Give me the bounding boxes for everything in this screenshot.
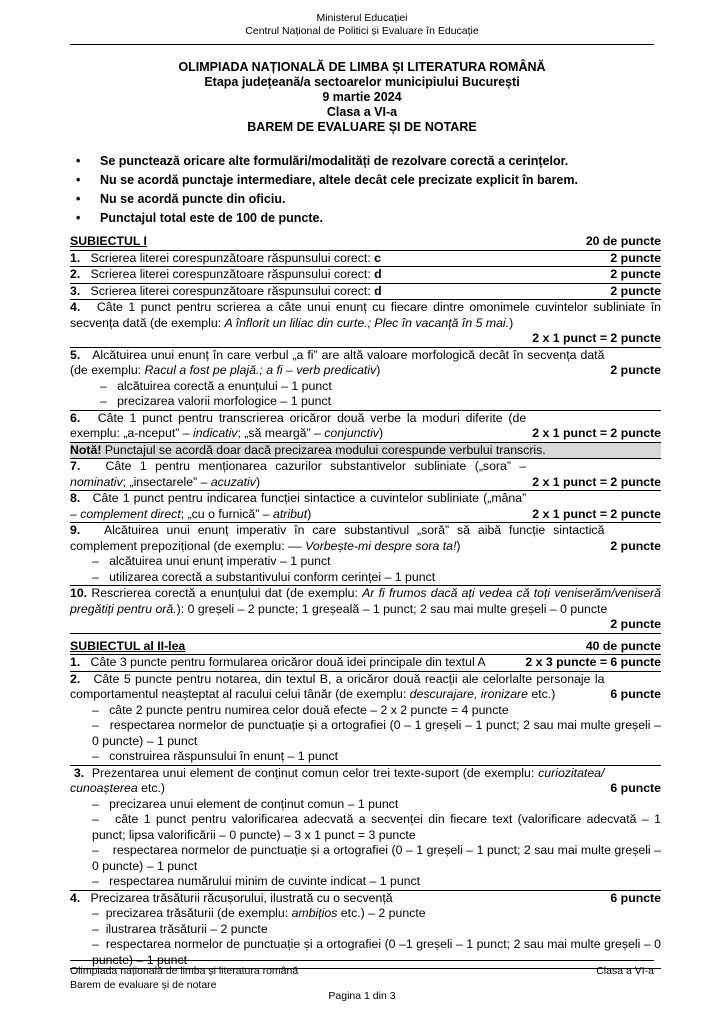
- item-points: 2 x 1 punct = 2 puncte: [532, 331, 661, 345]
- item-points: 6 puncte: [610, 687, 661, 701]
- rule-item: • Punctajul total este de 100 de puncte.: [70, 209, 670, 228]
- section-1-title: SUBIECTUL I: [70, 234, 147, 248]
- ministry-name: Ministerul Educației: [316, 12, 408, 24]
- item-points: 2 puncte: [610, 267, 661, 281]
- section-2-points: 40 de puncte: [585, 638, 661, 653]
- s2-item-2: 2. Câte 5 puncte pentru notarea, din textul B, a oricăror două reacții ale celorlalte personaje la comportamentul neașteptat al racului celui tânăr (de exemplu: descurajare, ironizare etc.) 6 puncte – câte 2 puncte pentru numirea celor două efecte – 2 x 2 puncte = 4 puncte – respectarea normelor de punctuație și a ortografiei (0 – 1 greșeli – 1 punct; 2 sau mai multe greșeli – 0 puncte) – 1 punct – construirea răspunsului în enunț – 1 punct: [70, 672, 661, 766]
- rule-item: • Se punctează oricare alte formulări/modalități de rezolvare corectă a cerințelor.: [70, 152, 670, 171]
- s1-item-6: 6. Câte 1 punct pentru transcrierea oricăror două verbe la moduri diferite (de exemplu: „a-nceput” – indicativ; „să meargă” – conjunctiv) 2 x 1 punct = 2 puncte: [70, 411, 661, 443]
- rule-item: • Nu se acordă puncte din oficiu.: [70, 190, 670, 209]
- s1-item-8: 8. Câte 1 punct pentru indicarea funcției sintactice a cuvintelor subliniate („mâna” – complement direct; „cu o furnică” – atribut) 2 x 1 punct = 2 puncte: [70, 491, 661, 523]
- footer-left: [70, 964, 298, 992]
- section-1-header: [70, 234, 661, 251]
- page-number: Pagina 1 din 3: [328, 990, 396, 1002]
- footer-divider: [70, 960, 654, 961]
- title-line-2: Etapa județeană/a sectoarelor municipiului București: [204, 75, 520, 89]
- s2-item-1: 1. Câte 3 puncte pentru formularea oricăror două idei principale din textul A 2 x 3 puncte = 6 puncte: [70, 655, 661, 672]
- item-points: 2 x 1 punct = 2 puncte: [532, 474, 661, 489]
- item-points: 2 x 1 punct = 2 puncte: [532, 426, 661, 440]
- answer: d: [374, 267, 382, 281]
- item-points: 2 puncte: [610, 250, 661, 265]
- item-points: 6 puncte: [610, 890, 661, 905]
- document-title: [0, 60, 724, 135]
- s1-item-9: 9. Alcătuirea unui enunț imperativ în care substantivul „soră” să aibă funcție sintactică complement prepozițional (de exemplu: –– Vorbește-mi despre sora ta!) 2 puncte – alcătuirea unui enunț imperativ – 1 punct – utilizarea corectă a substantivului conform cerinței – 1 punct: [70, 523, 661, 586]
- s2-item-3: 3. Prezentarea unui element de conținut comun celor trei texte-suport (de exemplu: curiozitatea/ cunoașterea etc.) 6 puncte – precizarea unui element de conținut comun – 1 punct – câte 1 punct pentru valorificarea adecvată a secvenței din fiecare text (valorificare adecvată – 1 punct; lipsa valorificării – 0 puncte) – 3 x 1 punct = 3 puncte – respectarea normelor de punctuație și a ortografiei (0 – 1 greșeli – 1 punct; 2 sau mai multe greșeli – 0 puncte) – 1 punct – respectarea numărului minim de cuvinte indicat – 1 punct: [70, 766, 661, 891]
- note-box: Notă! Punctajul se acordă doar dacă precizarea modului corespunde verbului transcris.: [70, 443, 661, 460]
- footer-barem: Barem de evaluare și de notare: [70, 979, 217, 991]
- s1-item-4: 4. Câte 1 punct pentru scrierea a câte unui enunț cu fiecare dintre omonimele cuvintelor subliniate în secvența dată (de exemplu: A înflorit un liliac din curte.; Plec în vacanță în 5 mai.) 2 x 1 punct = 2 puncte: [70, 300, 661, 348]
- s1-item-7: 7. Câte 1 pentru menționarea cazurilor substantivelor subliniate („sora” – nominativ; „insectarele” – acuzativ) 2 x 1 punct = 2 puncte: [70, 459, 661, 491]
- answer: c: [374, 250, 382, 265]
- item-points: 2 puncte: [610, 363, 661, 377]
- section-2-title: SUBIECTUL al II-lea: [70, 638, 186, 653]
- page-header: [0, 12, 724, 38]
- item-points: 2 puncte: [610, 538, 661, 553]
- title-barem: BAREM DE EVALUARE ȘI DE NOTARE: [247, 120, 477, 134]
- section-1-points: 20 de puncte: [585, 234, 661, 248]
- s1-item-2: 2. Scrierea literei corespunzătoare răspunsului corect: d 2 puncte: [70, 267, 661, 284]
- item-points: 2 x 1 punct = 2 puncte: [532, 506, 661, 521]
- item-points: 2 x 3 puncte = 6 puncte: [525, 655, 661, 669]
- section-2-header: [70, 639, 661, 656]
- s1-item-5: 5. Alcătuirea unui enunț în care verbul „a fi” are altă valoare morfologică decât în secvența dată (de exemplu: Racul a fost pe plajă.; a fi – verb predicativ) 2 puncte – alcătuirea corectă a enunțului – 1 punct – precizarea valorii morfologice – 1 punct: [70, 348, 661, 411]
- s2-item-4: 4. Precizarea trăsăturii răcușorului, ilustrată cu o secvență 6 puncte – precizarea trăsăturii (de exemplu: ambițios etc.) – 2 puncte – ilustrarea trăsăturii – 2 puncte – respectarea normelor de punctuație și a ortografiei (0 –1 greșeli – 1 punct; 2 sau mai multe greșeli – 0 puncte) – 1 punct: [70, 891, 661, 970]
- general-rules: [70, 152, 670, 228]
- s1-item-3: 3. Scrierea literei corespunzătoare răspunsului corect: d 2 puncte: [70, 284, 661, 301]
- item-points: 2 puncte: [610, 617, 661, 631]
- answer: d: [374, 283, 382, 298]
- center-name: Centrul Național de Politici și Evaluare în Educație: [245, 25, 479, 37]
- title-line-1: OLIMPIADA NAȚIONALĂ DE LIMBA ȘI LITERATURA ROMÂNĂ: [178, 60, 546, 74]
- barem-content: [70, 232, 661, 969]
- title-class: Clasa a VI-a: [326, 105, 398, 119]
- title-date: 9 martie 2024: [322, 90, 402, 104]
- rule-item: • Nu se acordă punctaje intermediare, altele decât cele precizate explicit în barem.: [70, 171, 670, 190]
- s1-item-10: 10. Rescrierea corectă a enunțului dat (de exemplu: Ar fi frumos dacă ați vedea că toți veniserăm/veniseră pregătiți pentru oră.): 0 greșeli – 2 puncte; 1 greșeală – 1 punct; 2 sau mai multe greșeli – 0 puncte 2 puncte: [70, 586, 661, 634]
- item-points: 6 puncte: [610, 781, 661, 795]
- header-divider: [70, 44, 654, 45]
- footer-class: Clasa a VI-a: [596, 965, 654, 977]
- s1-item-1: 1. Scrierea literei corespunzătoare răspunsului corect: c 2 puncte: [70, 251, 661, 268]
- item-points: 2 puncte: [610, 283, 661, 298]
- footer-olympiad: Olimpiada națională de limba și literatura română: [70, 965, 299, 977]
